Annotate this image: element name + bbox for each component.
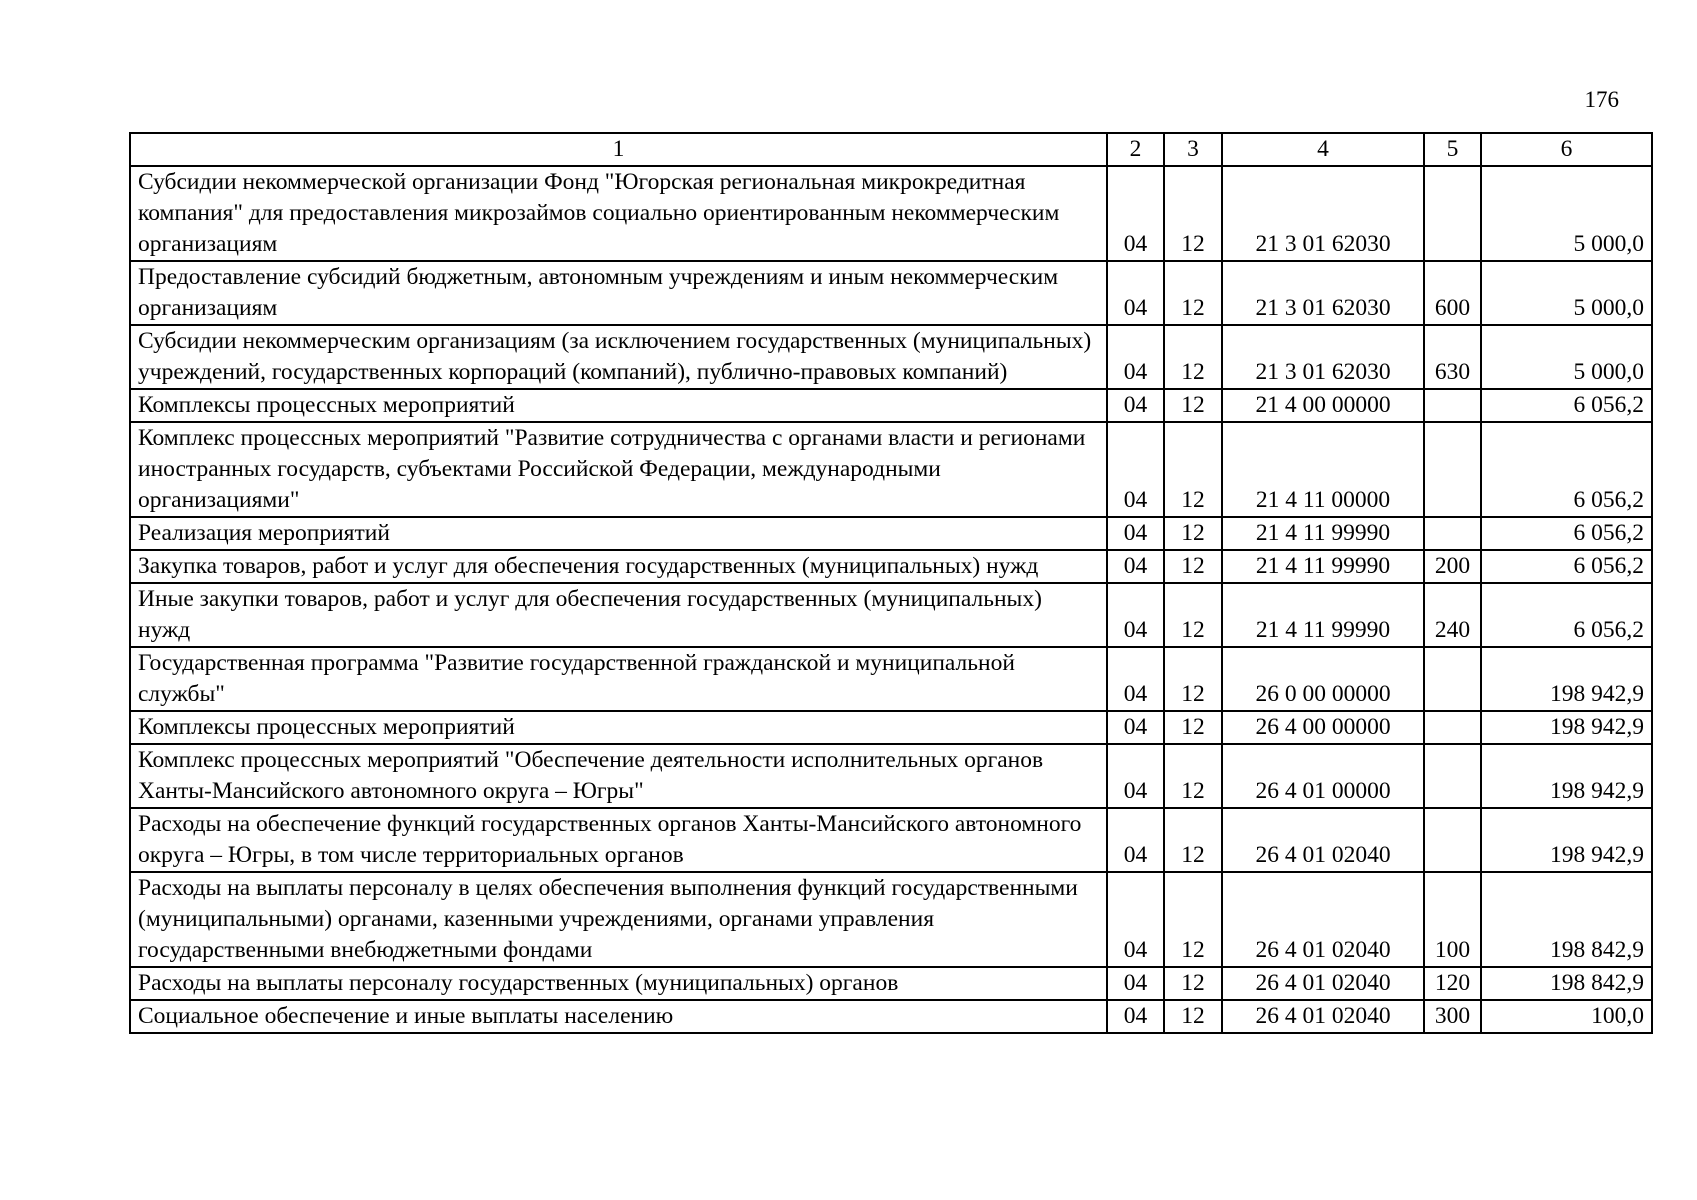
table-row xyxy=(130,583,1652,647)
row-name: Государственная программа "Развитие государственной гражданской и муниципальной службы" xyxy=(130,647,1107,711)
table-row xyxy=(130,967,1652,1000)
header-cell-1: 1 xyxy=(130,133,1107,166)
row-subsection: 12 xyxy=(1164,422,1222,517)
row-name: Реализация мероприятий xyxy=(130,517,1107,550)
row-section: 04 xyxy=(1107,517,1164,550)
row-subsection: 12 xyxy=(1164,261,1222,325)
table-row xyxy=(130,711,1652,744)
row-target-article: 26 4 01 02040 xyxy=(1222,1000,1424,1033)
header-cell-2: 2 xyxy=(1107,133,1164,166)
row-section: 04 xyxy=(1107,1000,1164,1033)
row-amount: 6 056,2 xyxy=(1481,422,1652,517)
row-subsection: 12 xyxy=(1164,517,1222,550)
row-amount: 5 000,0 xyxy=(1481,325,1652,389)
row-name: Расходы на обеспечение функций государственных органов Ханты-Мансийского автономного округа – Югры, в том числе территориальных органов xyxy=(130,808,1107,872)
row-expense-type: 120 xyxy=(1424,967,1481,1000)
row-subsection: 12 xyxy=(1164,872,1222,967)
row-name: Расходы на выплаты персоналу в целях обеспечения выполнения функций государственными (муниципальными) органами, казенными учреждениями, органами управления государственными внебюджетными фондами xyxy=(130,872,1107,967)
row-target-article: 21 3 01 62030 xyxy=(1222,166,1424,261)
row-subsection: 12 xyxy=(1164,166,1222,261)
row-target-article: 21 4 11 99990 xyxy=(1222,583,1424,647)
row-subsection: 12 xyxy=(1164,1000,1222,1033)
row-section: 04 xyxy=(1107,550,1164,583)
row-subsection: 12 xyxy=(1164,711,1222,744)
row-amount: 198 942,9 xyxy=(1481,647,1652,711)
table-row xyxy=(130,647,1652,711)
row-amount: 6 056,2 xyxy=(1481,583,1652,647)
row-amount: 100,0 xyxy=(1481,1000,1652,1033)
row-amount: 198 842,9 xyxy=(1481,872,1652,967)
row-name: Комплексы процессных мероприятий xyxy=(130,389,1107,422)
table-row xyxy=(130,325,1652,389)
row-name: Комплексы процессных мероприятий xyxy=(130,711,1107,744)
row-section: 04 xyxy=(1107,647,1164,711)
header-cell-4: 4 xyxy=(1222,133,1424,166)
row-subsection: 12 xyxy=(1164,808,1222,872)
row-section: 04 xyxy=(1107,967,1164,1000)
row-expense-type: 100 xyxy=(1424,872,1481,967)
header-cell-5: 5 xyxy=(1424,133,1481,166)
table-row xyxy=(130,517,1652,550)
row-amount: 198 942,9 xyxy=(1481,808,1652,872)
row-section: 04 xyxy=(1107,166,1164,261)
row-name: Социальное обеспечение и иные выплаты населению xyxy=(130,1000,1107,1033)
row-amount: 198 842,9 xyxy=(1481,967,1652,1000)
row-target-article: 21 4 11 99990 xyxy=(1222,517,1424,550)
row-name: Предоставление субсидий бюджетным, автономным учреждениям и иным некоммерческим организациям xyxy=(130,261,1107,325)
row-subsection: 12 xyxy=(1164,967,1222,1000)
row-name: Субсидии некоммерческим организациям (за исключением государственных (муниципальных) учреждений, государственных корпораций (компаний), публично-правовых компаний) xyxy=(130,325,1107,389)
table-row xyxy=(130,261,1652,325)
row-subsection: 12 xyxy=(1164,325,1222,389)
row-amount: 6 056,2 xyxy=(1481,550,1652,583)
row-name: Субсидии некоммерческой организации Фонд "Югорская региональная микрокредитная компания" для предоставления микрозаймов социально ориентированным некоммерческим организациям xyxy=(130,166,1107,261)
table-row xyxy=(130,1000,1652,1033)
table-row xyxy=(130,166,1652,261)
row-target-article: 21 4 11 99990 xyxy=(1222,550,1424,583)
row-subsection: 12 xyxy=(1164,647,1222,711)
row-expense-type: 200 xyxy=(1424,550,1481,583)
row-expense-type: 630 xyxy=(1424,325,1481,389)
row-section: 04 xyxy=(1107,583,1164,647)
row-amount: 6 056,2 xyxy=(1481,389,1652,422)
row-target-article: 26 4 01 00000 xyxy=(1222,744,1424,808)
page-number: 176 xyxy=(1584,87,1619,112)
row-expense-type: 600 xyxy=(1424,261,1481,325)
row-expense-type xyxy=(1424,517,1481,550)
row-amount: 198 942,9 xyxy=(1481,744,1652,808)
budget-table xyxy=(129,132,1653,1034)
row-name: Иные закупки товаров, работ и услуг для обеспечения государственных (муниципальных) нужд xyxy=(130,583,1107,647)
row-expense-type xyxy=(1424,389,1481,422)
row-name: Расходы на выплаты персоналу государственных (муниципальных) органов xyxy=(130,967,1107,1000)
row-target-article: 26 0 00 00000 xyxy=(1222,647,1424,711)
row-target-article: 21 4 00 00000 xyxy=(1222,389,1424,422)
row-subsection: 12 xyxy=(1164,744,1222,808)
row-expense-type xyxy=(1424,711,1481,744)
row-expense-type xyxy=(1424,808,1481,872)
row-section: 04 xyxy=(1107,872,1164,967)
row-section: 04 xyxy=(1107,744,1164,808)
row-amount: 5 000,0 xyxy=(1481,166,1652,261)
row-expense-type xyxy=(1424,744,1481,808)
header-cell-3: 3 xyxy=(1164,133,1222,166)
row-name: Комплекс процессных мероприятий "Обеспечение деятельности исполнительных органов Ханты-Мансийского автономного округа – Югры" xyxy=(130,744,1107,808)
row-section: 04 xyxy=(1107,389,1164,422)
header-row xyxy=(130,133,1652,166)
row-name: Закупка товаров, работ и услуг для обеспечения государственных (муниципальных) нужд xyxy=(130,550,1107,583)
row-target-article: 21 3 01 62030 xyxy=(1222,261,1424,325)
row-amount: 6 056,2 xyxy=(1481,517,1652,550)
row-expense-type xyxy=(1424,422,1481,517)
header-cell-6: 6 xyxy=(1481,133,1652,166)
row-amount: 198 942,9 xyxy=(1481,711,1652,744)
table-row xyxy=(130,744,1652,808)
row-target-article: 26 4 01 02040 xyxy=(1222,808,1424,872)
row-section: 04 xyxy=(1107,422,1164,517)
row-subsection: 12 xyxy=(1164,389,1222,422)
row-subsection: 12 xyxy=(1164,550,1222,583)
row-section: 04 xyxy=(1107,808,1164,872)
row-expense-type xyxy=(1424,647,1481,711)
row-name: Комплекс процессных мероприятий "Развитие сотрудничества с органами власти и регионами иностранных государств, субъектами Российской Федерации, международными организациями" xyxy=(130,422,1107,517)
row-expense-type: 240 xyxy=(1424,583,1481,647)
table-row xyxy=(130,808,1652,872)
row-target-article: 26 4 00 00000 xyxy=(1222,711,1424,744)
table-row xyxy=(130,872,1652,967)
row-expense-type: 300 xyxy=(1424,1000,1481,1033)
row-section: 04 xyxy=(1107,711,1164,744)
table-row xyxy=(130,550,1652,583)
row-target-article: 21 3 01 62030 xyxy=(1222,325,1424,389)
table-row xyxy=(130,422,1652,517)
row-target-article: 21 4 11 00000 xyxy=(1222,422,1424,517)
row-subsection: 12 xyxy=(1164,583,1222,647)
row-expense-type xyxy=(1424,166,1481,261)
row-section: 04 xyxy=(1107,325,1164,389)
row-amount: 5 000,0 xyxy=(1481,261,1652,325)
row-section: 04 xyxy=(1107,261,1164,325)
row-target-article: 26 4 01 02040 xyxy=(1222,872,1424,967)
row-target-article: 26 4 01 02040 xyxy=(1222,967,1424,1000)
table-row xyxy=(130,389,1652,422)
